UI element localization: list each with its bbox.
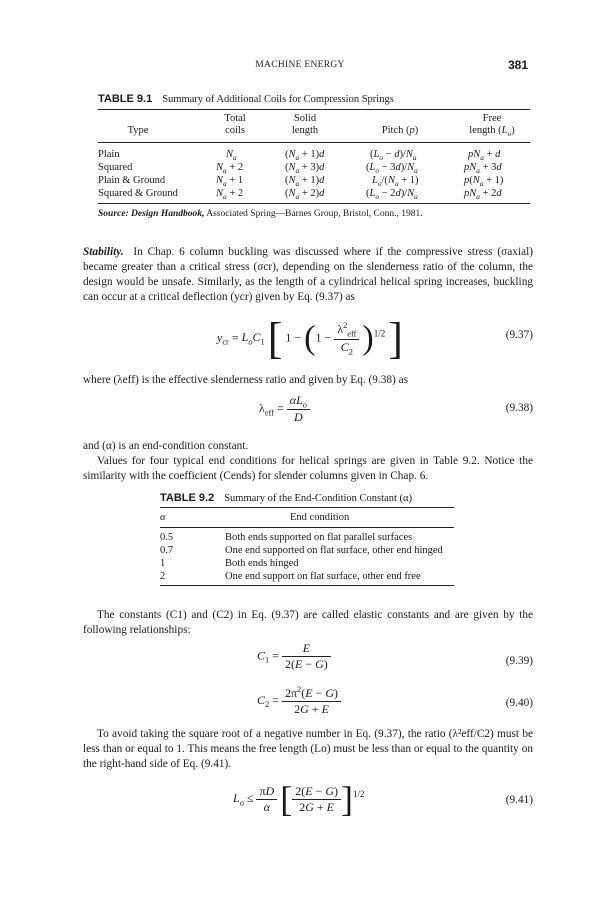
paragraph-stability bbox=[83, 245, 533, 305]
paragraph-alpha: and (α) is an end-condition constant. bbox=[83, 440, 249, 452]
table2-row-1-condition: Both ends supported on flat parallel surfaces bbox=[225, 532, 413, 543]
table-row-2-type: Squared bbox=[98, 162, 133, 173]
col-header-free-length: Free length $(L_o)$ bbox=[469, 113, 515, 139]
constants-text: The constants (C1) and (C2) in Eq. (9.37) are called elastic constants and are given by the following relationships: bbox=[83, 609, 533, 636]
avoid-text: To avoid taking the square root of a negative number in Eq. (9.37), the ratio (λ²eff/C2) must be less than or equal to 1. This means the free length (Lo) must be less than or equal to the quantity on the right-hand side of Eq. (9.41). bbox=[83, 728, 533, 770]
table-row-2-solid: $(N_a + 3)d$ bbox=[285, 162, 325, 176]
table-9-1-bottom-rule bbox=[98, 203, 530, 204]
table-9-2-bottom-rule bbox=[160, 585, 454, 586]
page-number: 381 bbox=[507, 58, 528, 72]
table-9-2-title: Summary of the End-Condition Constant (α) bbox=[224, 493, 412, 504]
paragraph-constants bbox=[83, 608, 533, 638]
table-row-1-free: $pN_a + d$ bbox=[468, 149, 501, 163]
equation-number-9-40: (9.40) bbox=[505, 697, 533, 709]
table-9-1-header-rule bbox=[98, 142, 530, 143]
table-row-4-solid: $(N_a + 2)d$ bbox=[285, 188, 325, 202]
paragraph-where: where (λeff) is the effective slenderness ratio and given by Eq. (9.38) as bbox=[83, 374, 409, 386]
col-header-pitch: Pitch (p) bbox=[381, 125, 419, 136]
equation-9-41: $L_o$ ≤ $\frac{\pi D}{\alpha}$ [ $\frac{2(E - G)}{2G + E}$ ]$^{1/2}$ bbox=[233, 779, 365, 819]
equation-9-39: $C_1$ = $\frac{E}{2(E - G)}$ bbox=[257, 641, 331, 672]
equation-9-37: $y_{cr} = L_oC_1$ [ 1 − (1 − $\frac{\lambda^2_{eff}}{C_2}$ )$^{1/2}$ ] bbox=[217, 314, 403, 363]
values-text: Values for four typical end conditions for helical springs are given in Table 9.2. Notice the similarity with the coefficient (Cends) for slender columns given in Chap. 6. bbox=[83, 455, 533, 482]
table-row-4-coils: $N_a + 2$ bbox=[216, 188, 244, 202]
table-9-2-top-rule bbox=[160, 507, 454, 508]
source-title: Design Handbook, bbox=[131, 209, 205, 219]
table-9-1-title: Summary of Additional Coils for Compression Springs bbox=[162, 94, 394, 105]
table-row-2-free: $pN_a + 3d$ bbox=[464, 162, 502, 176]
table-row-3-free: $p(N_a + 1)$ bbox=[464, 175, 504, 189]
equation-number-9-38: (9.38) bbox=[505, 402, 533, 414]
table-row-1-coils: $N_a$ bbox=[226, 149, 237, 163]
table-row-1-type: Plain bbox=[98, 149, 120, 160]
running-title: MACHINE ENERGY bbox=[255, 60, 345, 70]
paragraph-values bbox=[83, 454, 533, 484]
table-row-3-pitch: $L_o/(N_a + 1)$ bbox=[372, 175, 419, 189]
col-header-end-condition: End condition bbox=[290, 512, 350, 523]
equation-9-38: $\lambda_{eff}$ = $\frac{\alpha L_o}{D}$ bbox=[259, 393, 310, 425]
table-row-1-pitch: $(L_o - d)/N_a$ bbox=[370, 149, 417, 163]
stability-text: In Chap. 6 column buckling was discussed where if the compressive stress (σaxial) became greater than a critical stress (σcr), depending on the slenderness ratio of the column, the design would be unsafe. Similarly, as the length of a cylindrical helical spring increases, buckling can occur at a critical deflection (ycr) given by Eq. (9.37) as bbox=[83, 246, 533, 303]
table2-row-3-condition: Both ends hinged bbox=[225, 558, 299, 569]
equation-9-40: $C_2$ = $\frac{2\pi^2(E - G)}{2G + E}$ bbox=[257, 685, 341, 717]
paragraph-avoid bbox=[83, 727, 533, 772]
table-row-2-pitch: $(L_o - 3d)/N_a$ bbox=[366, 162, 418, 176]
col-header-alpha: α bbox=[160, 512, 166, 523]
table2-row-2-alpha: 0.7 bbox=[160, 545, 174, 556]
equation-number-9-37: (9.37) bbox=[505, 329, 533, 341]
table-row-3-solid: $(N_a + 1)d$ bbox=[285, 175, 325, 189]
col-header-total-coils: Total coils bbox=[224, 113, 246, 136]
col-header-solid-length: Solid length bbox=[291, 113, 319, 136]
table-row-3-coils: $N_a + 1$ bbox=[216, 175, 244, 189]
table-row-1-solid: $(N_a + 1)d$ bbox=[285, 149, 325, 163]
table-row-4-type: Squared & Ground bbox=[98, 188, 178, 199]
equation-number-9-39: (9.39) bbox=[505, 655, 533, 667]
table2-row-4-condition: One end support on flat surface, other end free bbox=[225, 571, 421, 582]
source-label: Source: bbox=[98, 209, 129, 219]
stability-runin: Stability. bbox=[83, 246, 124, 258]
table2-row-3-alpha: 1 bbox=[160, 558, 166, 569]
table-row-4-free: $pN_a + 2d$ bbox=[464, 188, 502, 202]
source-rest: Associated Spring—Barnes Group, Bristol, Conn., 1981. bbox=[206, 209, 423, 219]
table2-row-4-alpha: 2 bbox=[160, 571, 166, 582]
table-9-2-label: TABLE 9.2 bbox=[160, 492, 215, 504]
table-9-1-top-rule bbox=[98, 109, 530, 110]
table-9-1-source bbox=[98, 209, 423, 219]
table-9-2-caption bbox=[160, 492, 412, 504]
table2-row-2-condition: One end supported on flat surface, other end hinged bbox=[225, 545, 443, 556]
table-9-1-label: TABLE 9.1 bbox=[98, 93, 153, 105]
col-header-type: Type bbox=[127, 125, 149, 136]
table-9-1-caption bbox=[98, 93, 394, 105]
table2-row-1-alpha: 0.5 bbox=[160, 532, 174, 543]
table-9-2-header-rule bbox=[160, 527, 454, 528]
equation-number-9-41: (9.41) bbox=[505, 794, 533, 806]
table-row-2-coils: $N_a + 2$ bbox=[216, 162, 244, 176]
table-row-4-pitch: $(L_o - 2d)/N_a$ bbox=[366, 188, 418, 202]
table-row-3-type: Plain & Ground bbox=[98, 175, 166, 186]
